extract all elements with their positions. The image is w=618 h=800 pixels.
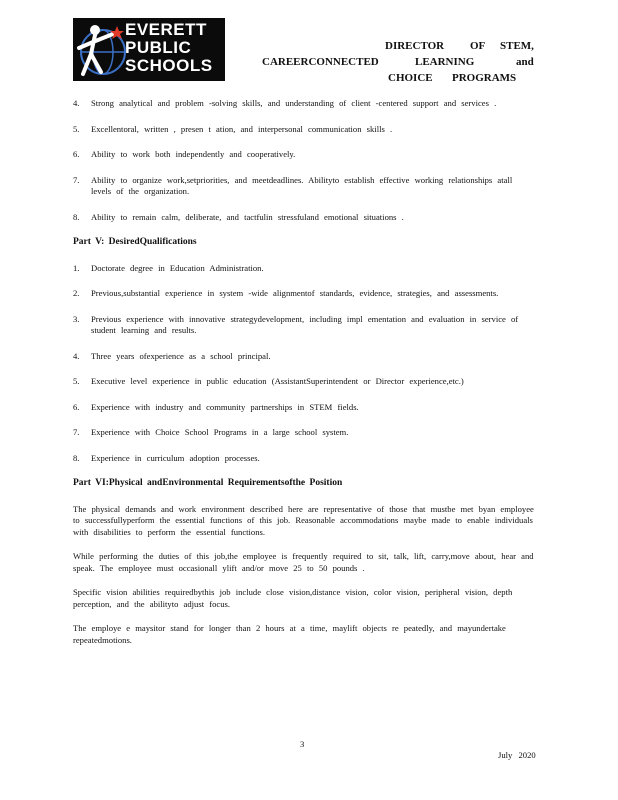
- title-word: LEARNING: [415, 56, 475, 68]
- list-item: [73, 288, 535, 300]
- district-logo: [73, 18, 225, 81]
- footer-date: July 2020: [498, 750, 536, 760]
- list-item: [73, 376, 535, 388]
- list-text: Executive level experience in public education (AssistantSuperintendent or Director experience,etc.): [91, 376, 464, 386]
- logo-figure-icon: [73, 18, 133, 81]
- list-number: 2.: [73, 288, 80, 298]
- logo-line: PUBLIC: [125, 38, 192, 57]
- list-number: 6.: [73, 401, 80, 412]
- list-number: 5.: [73, 123, 80, 134]
- title-word: STEM,: [500, 40, 534, 52]
- title-word: PROGRAMS: [452, 72, 517, 84]
- section-heading-physical-requirements: Part VI:Physical andEnvironmental Requirementsofthe Position: [73, 478, 343, 488]
- logo-line: SCHOOLS: [125, 56, 213, 75]
- document-title: [262, 38, 534, 86]
- list-item: [73, 453, 535, 465]
- list-item: [73, 98, 535, 110]
- list-number: 7.: [73, 427, 80, 437]
- list-number: 8.: [73, 211, 80, 222]
- list-number: 6.: [73, 149, 80, 159]
- list-item: [73, 351, 535, 363]
- list-item: [73, 263, 535, 275]
- title-word: and: [516, 56, 534, 68]
- list-text: Ability to organize work,setpriorities, and meetdeadlines. Abilityto establish effective working relationships atall levels of the organization.: [91, 174, 513, 196]
- list-text: Ability to remain calm, deliberate, and tactfulin stressfuland emotional situations .: [91, 211, 404, 222]
- list-number: 8.: [73, 452, 80, 463]
- paragraph: The physical demands and work environment described here are representative of those that mustbe met byan employee to successfullyperform the essential functions of this job. Reasonable accommodations maybe made to enable individuals with disabilities to perform the essential functions.: [73, 503, 534, 537]
- title-word: DIRECTOR: [385, 40, 445, 52]
- title-word: OF: [470, 40, 486, 52]
- list-item: [73, 212, 535, 224]
- list-number: 5.: [73, 376, 80, 386]
- list-item: [73, 314, 535, 337]
- list-item: [73, 175, 535, 198]
- paragraph: Specific vision abilities requiredbythis job include close vision,distance vision, color vision, peripheral vision, depth perception, and the abilityto adjust focus.: [73, 587, 513, 609]
- title-word: CAREERCONNECTED: [262, 56, 379, 68]
- paragraph: While performing the duties of this job,the employee is frequently required to sit, talk, lift, carry,move about, hear and speak. The employee must occasionall ylift and/or move 25 to 50 pounds .: [73, 551, 534, 573]
- list-text: Previous experience with innovative strategydevelopment, including impl ementation and evaluation in service of student learning and results.: [91, 313, 519, 335]
- list-text: Experience with Choice School Programs in a large school system.: [91, 427, 349, 437]
- list-text: Experience with industry and community partnerships in STEM fields.: [91, 401, 359, 412]
- list-number: 4.: [73, 350, 80, 361]
- list-text: Strong analytical and problem -solving skills, and understanding of client -centered support and services .: [91, 98, 497, 108]
- list-item: [73, 124, 535, 136]
- logo-wordmark: [125, 21, 223, 75]
- list-number: 1.: [73, 262, 80, 273]
- list-text: Previous,substantial experience in system -wide alignmentof standards, evidence, strategies, and assessments.: [91, 288, 499, 298]
- list-text: Doctorate degree in Education Administration.: [91, 262, 264, 273]
- list-item: [73, 427, 535, 439]
- list-text: Ability to work both independently and cooperatively.: [91, 149, 296, 159]
- page-number: 3: [300, 739, 305, 749]
- document-body: [73, 98, 535, 659]
- paragraph: The employe e maysitor stand for longer than 2 hours at a time, maylift objects re peatedly, and mayundertake repeatedmotions.: [73, 623, 506, 645]
- list-text: Experience in curriculum adoption processes.: [91, 452, 260, 463]
- skills-list: [73, 98, 535, 223]
- list-item: [73, 402, 535, 414]
- logo-line: EVERETT: [125, 20, 207, 39]
- section-heading-desired-qualifications: Part V: DesiredQualifications: [73, 237, 197, 247]
- list-number: 4.: [73, 98, 80, 108]
- qualifications-list: [73, 263, 535, 465]
- list-item: [73, 149, 535, 161]
- list-number: 7.: [73, 174, 80, 185]
- list-number: 3.: [73, 313, 80, 324]
- title-word: CHOICE: [388, 72, 433, 84]
- list-text: Three years ofexperience as a school principal.: [91, 350, 271, 361]
- list-text: Excellentoral, written , presen t ation, and interpersonal communication skills .: [91, 123, 393, 134]
